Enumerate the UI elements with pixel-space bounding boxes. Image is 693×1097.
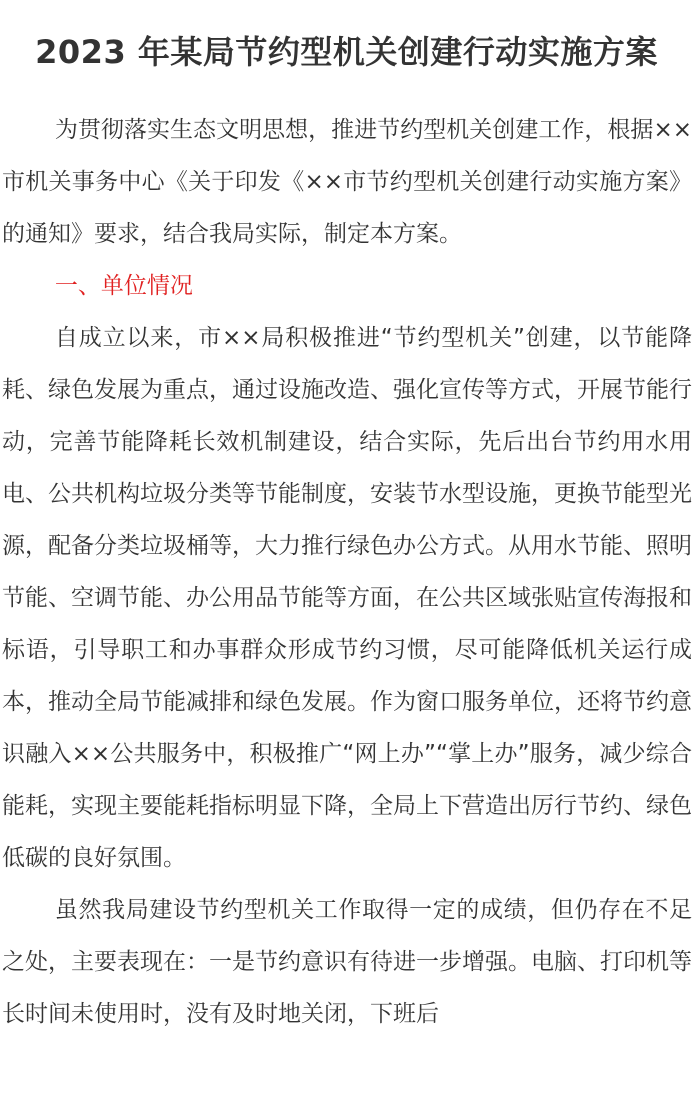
section-heading: 一、单位情况 bbox=[54, 273, 193, 299]
document-title: 2023 年某局节约型机关创建行动实施方案 bbox=[35, 33, 658, 71]
document-body bbox=[2, 104, 692, 1040]
section-paragraph: 虽然我局建设节约型机关工作取得一定的成绩，但仍存在不足之处，主要表现在：一是节约意识有待进一步增强。电脑、打印机等长时间未使用时，没有及时地关闭，下班后 bbox=[2, 897, 692, 1027]
section-paragraph: 自成立以来，市××局积极推进“节约型机关”创建，以节能降耗、绿色发展为重点，通过设施改造、强化宣传等方式，开展节能行动，完善节能降耗长效机制建设，结合实际，先后出台节约用水用电、公共机构垃圾分类等节能制度，安装节水型设施，更换节能型光源，配备分类垃圾桶等，大力推行绿色办公方式。从用水节能、照明节能、空调节能、办公用品节能等方面，在公共区域张贴宣传海报和标语，引导职工和办事群众形成节约习惯，尽可能降低机关运行成本，推动全局节能减排和绿色发展。作为窗口服务单位，还将节约意识融入××公共服务中，积极推广“网上办”“掌上办”服务，减少综合能耗，实现主要能耗指标明显下降，全局上下营造出厉行节约、绿色低碳的良好氛围。 bbox=[2, 325, 692, 871]
intro-paragraph: 为贯彻落实生态文明思想，推进节约型机关创建工作，根据××市机关事务中心《关于印发《××市节约型机关创建行动实施方案》的通知》要求，结合我局实际，制定本方案。 bbox=[2, 117, 692, 247]
